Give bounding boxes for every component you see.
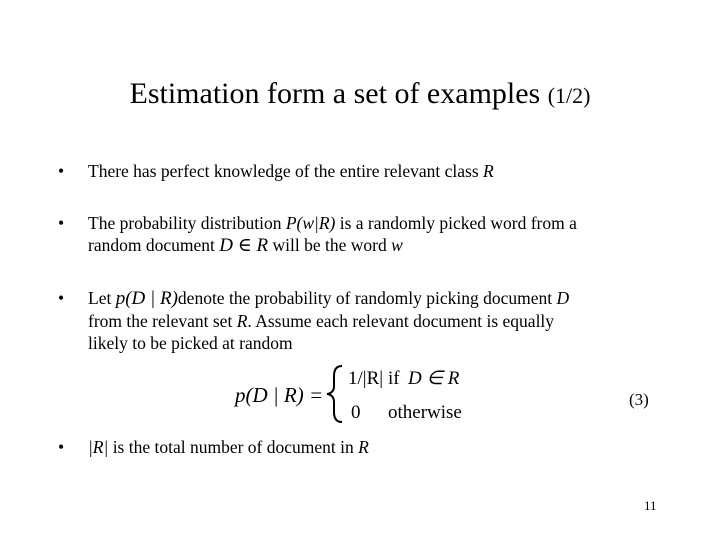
case-2-cond: otherwise [388, 402, 462, 423]
bullet-4-pre: |R| [88, 437, 109, 457]
bullet-1-var: R [483, 161, 494, 181]
case-1-cond: D ∈ R [408, 368, 460, 389]
bullet-dot: • [58, 437, 65, 457]
bullet-dot: • [58, 161, 65, 181]
equation-number: (3) [629, 390, 649, 409]
bullet-3-var-r: R [236, 311, 248, 331]
case-1-value: 1/|R| [348, 368, 384, 389]
case-1-cond-word: if [388, 368, 400, 389]
bullet-1-text: There has perfect knowledge of the entire relevant class [88, 161, 484, 181]
bullet-4-var: R [358, 437, 369, 457]
case-2-value: 0 [351, 402, 361, 423]
bullet-2-math: P(w|R) [285, 213, 336, 233]
bullet-3-line1-post: denote the probability of randomly picking document [177, 288, 557, 308]
bullet-text [88, 436, 369, 458]
slide-title-sub: (1/2) [547, 83, 591, 108]
math-d-in-r: D ∈ R [219, 235, 269, 256]
slide-title-main: Estimation form a set of examples [129, 77, 541, 110]
bullet-dot: • [58, 213, 65, 233]
slide-title [0, 74, 720, 116]
bullet-2-var: w [391, 235, 403, 255]
equation-3 [230, 360, 530, 426]
bullet-text [88, 212, 577, 257]
bullet-3-var-d: D [556, 288, 570, 308]
bullet-2-line2-pre: random document [88, 235, 220, 255]
page-number: 11 [644, 498, 657, 513]
bullet-text [88, 160, 494, 182]
bullet-3-line3: likely to be picked at random [88, 333, 293, 353]
bullet-4-text: is the total number of document in [108, 437, 359, 457]
bullet-2-line1-pre: The probability distribution [88, 213, 286, 233]
equation-brace [327, 366, 342, 422]
bullet-2-line1-post: is a randomly picked word from a [335, 213, 577, 233]
bullet-3-line2-pre: from the relevant set [88, 311, 237, 331]
math-p-d-given-r: p(D | R) [115, 288, 178, 309]
bullet-text [88, 287, 569, 354]
bullet-dot: • [58, 288, 65, 308]
bullet-3-line2-post: . Assume each relevant document is equally [247, 311, 555, 331]
equation-lhs: p(D | R) = [235, 383, 324, 407]
bullet-2-line2-post: will be the word [268, 235, 392, 255]
bullet-3-line1-pre: Let [88, 288, 116, 308]
